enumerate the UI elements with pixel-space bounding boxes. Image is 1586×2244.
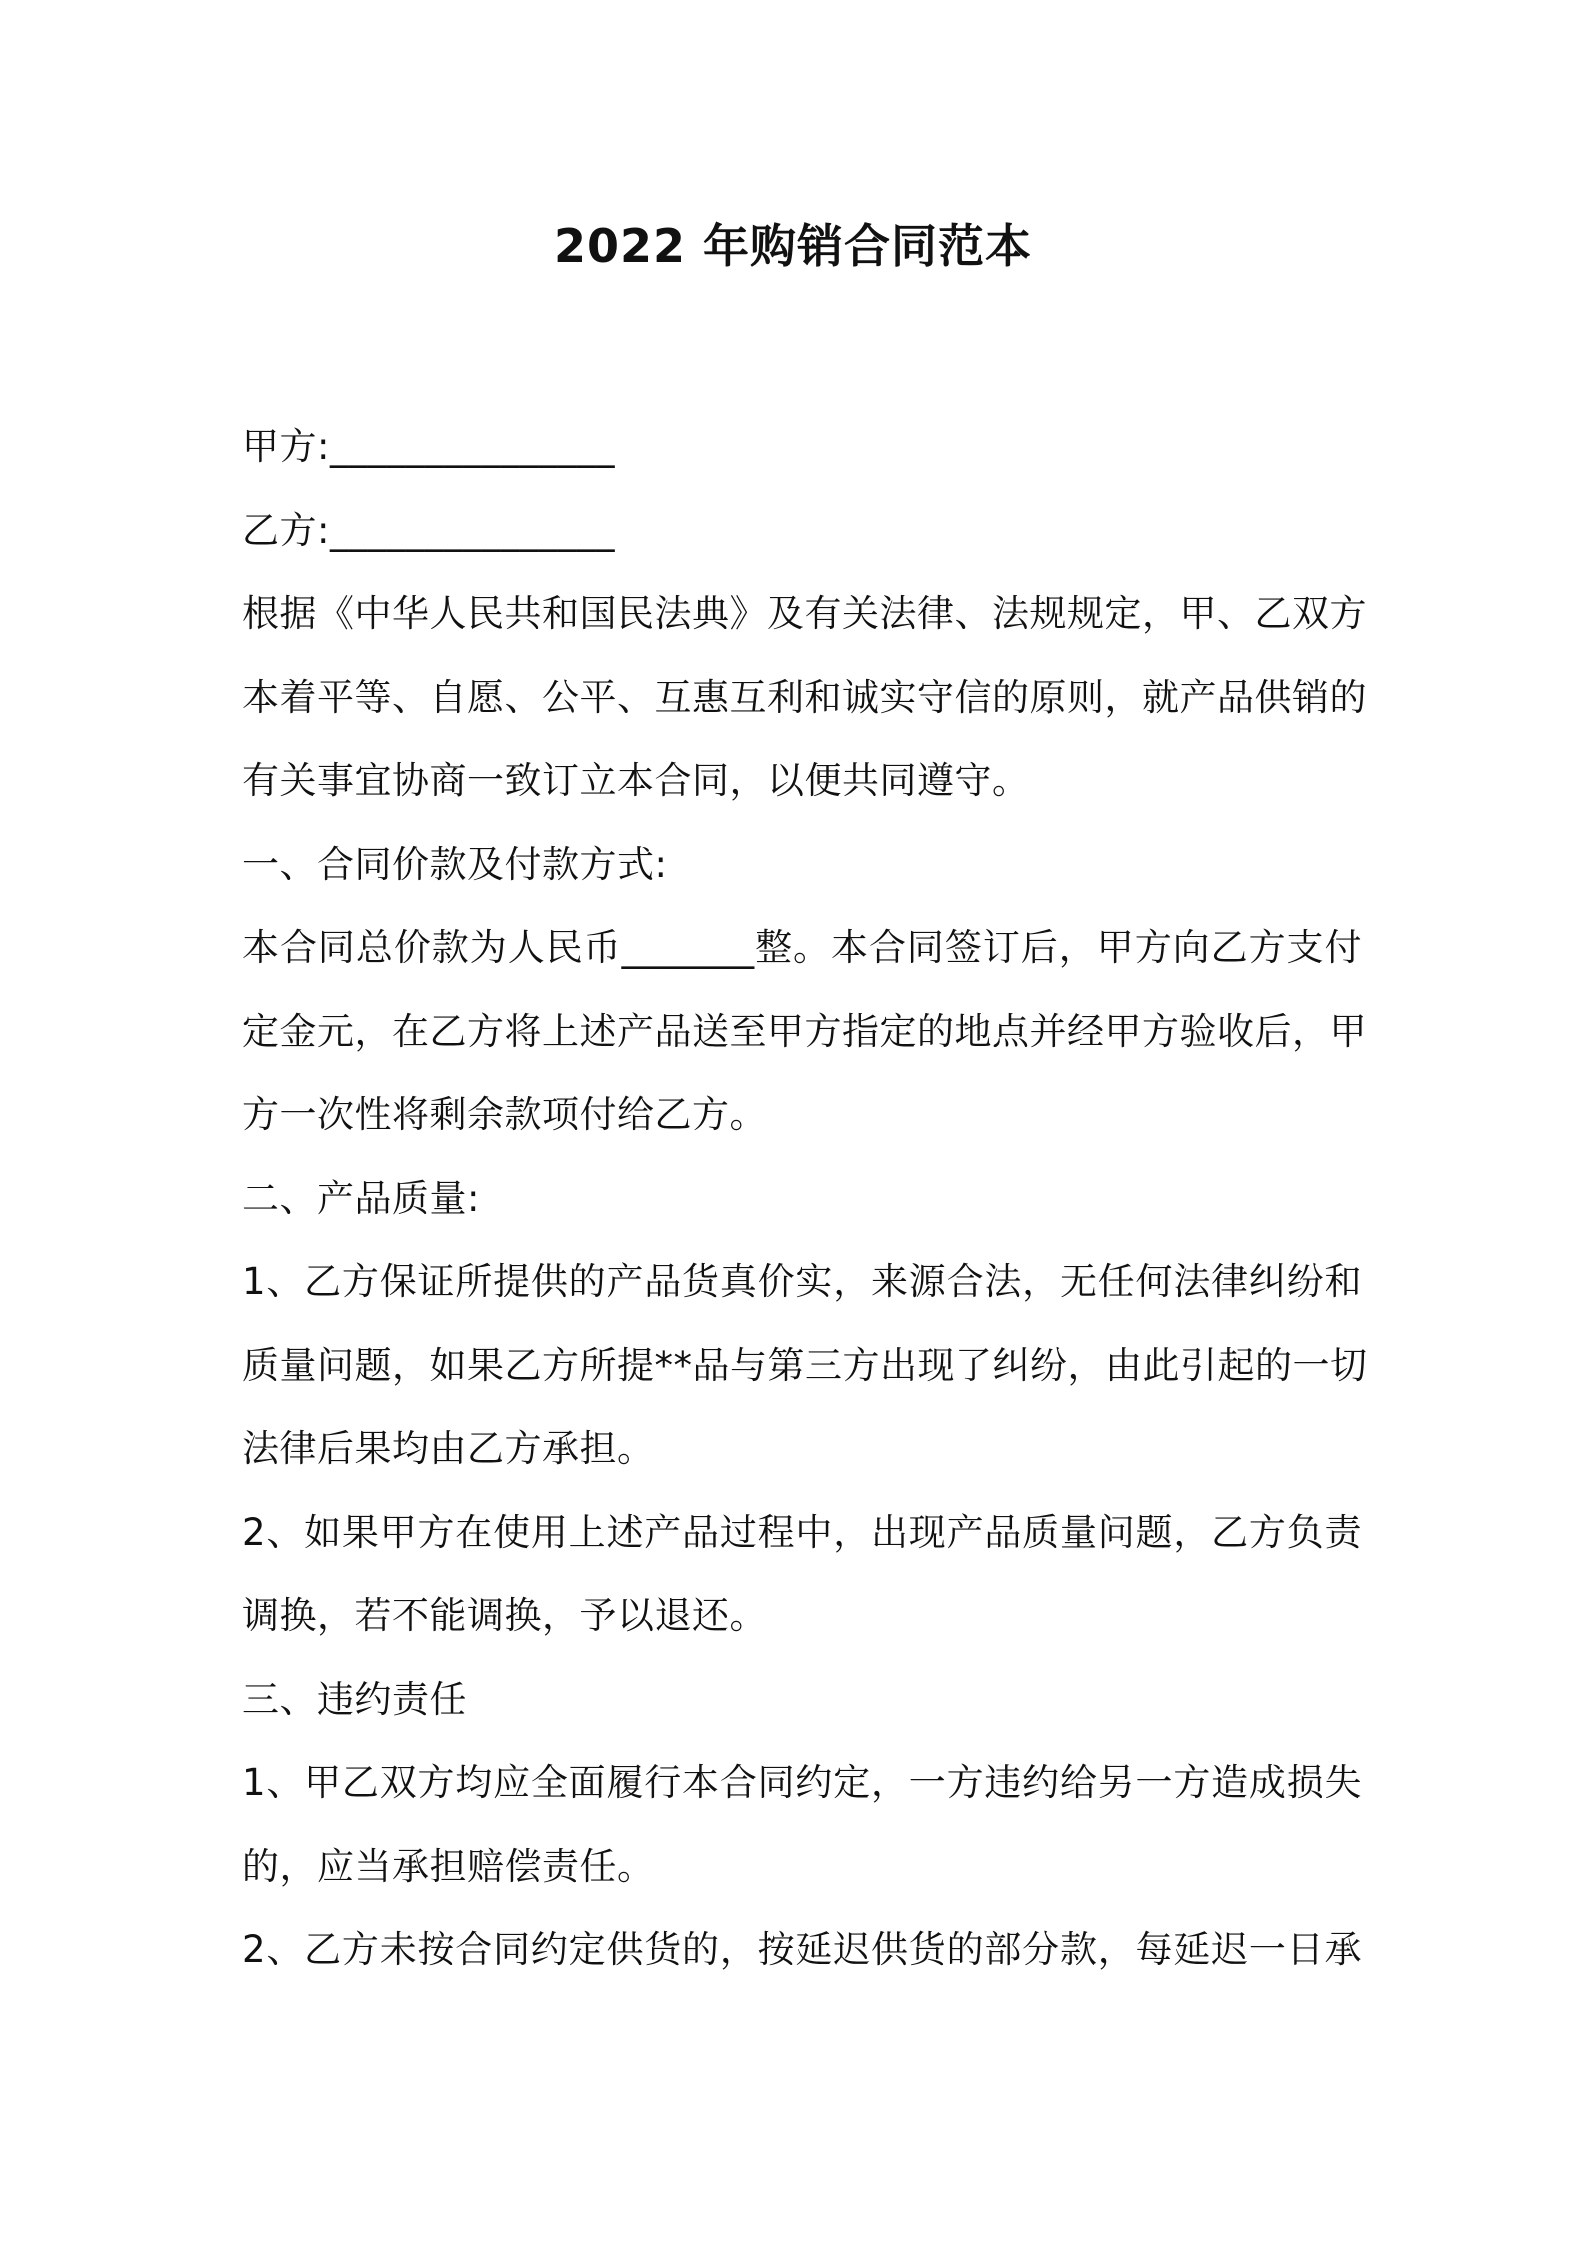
paragraph-line: 三、违约责任 — [242, 1677, 467, 1721]
paragraph-line: 乙方:_______________ — [242, 508, 615, 552]
paragraph-line: 的，应当承担赔偿责任。 — [242, 1844, 655, 1888]
document-title: 2022 年购销合同范本 — [553, 219, 1033, 273]
paragraph-line: 二、产品质量: — [242, 1176, 480, 1220]
paragraph-line: 一、合同价款及付款方式: — [242, 842, 668, 886]
paragraph-line: 2、如果甲方在使用上述产品过程中，出现产品质量问题，乙方负责 — [242, 1510, 1362, 1554]
document-body — [242, 405, 1368, 1992]
paragraph-line: 本合同总价款为人民币_______整。本合同签订后，甲方向乙方支付 — [242, 926, 1362, 969]
paragraph-line: 质量问题，如果乙方所提**品与第三方出现了纠纷，由此引起的一切 — [242, 1343, 1368, 1387]
paragraph-line: 根据《中华人民共和国民法典》及有关法律、法规规定，甲、乙双方 — [242, 592, 1367, 635]
paragraph-line: 2、乙方未按合同约定供货的，按延迟供货的部分款，每延迟一日承 — [242, 1928, 1362, 1971]
paragraph-line: 法律后果均由乙方承担。 — [242, 1427, 655, 1470]
paragraph-line: 甲方:_______________ — [242, 425, 615, 468]
paragraph-line: 1、乙方保证所提供的产品货真价实，来源合法，无任何法律纠纷和 — [242, 1260, 1362, 1303]
paragraph-line: 1、甲乙双方均应全面履行本合同约定，一方违约给另一方造成损失 — [242, 1761, 1362, 1804]
paragraph-line: 定金元，在乙方将上述产品送至甲方指定的地点并经甲方验收后，甲 — [242, 1009, 1367, 1053]
paragraph-line: 有关事宜协商一致订立本合同，以便共同遵守。 — [242, 759, 1030, 802]
paragraph-line: 方一次性将剩余款项付给乙方。 — [242, 1093, 767, 1136]
paragraph-line: 调换，若不能调换，予以退还。 — [242, 1594, 767, 1637]
paragraph-line: 本着平等、自愿、公平、互惠互利和诚实守信的原则，就产品供销的 — [242, 675, 1367, 719]
